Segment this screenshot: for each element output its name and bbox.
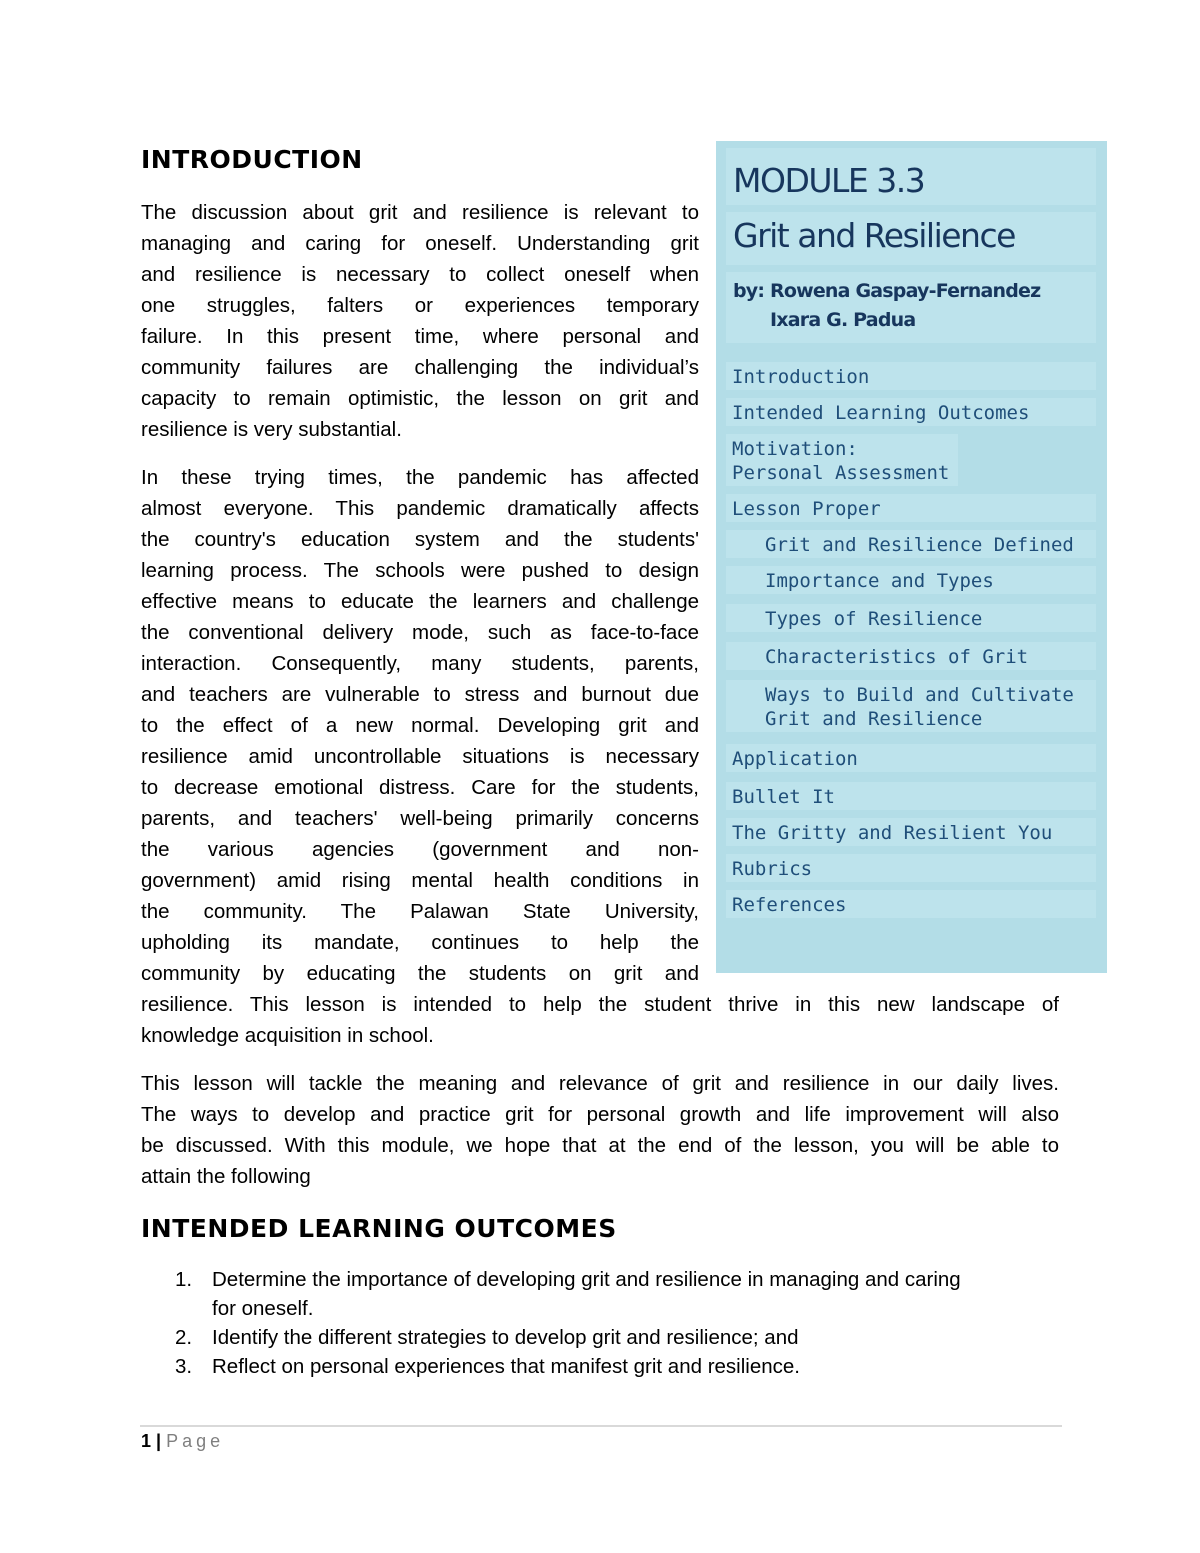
ilo-number: 3. — [175, 1355, 193, 1378]
text-line: be discussed. With this module, we hope that at the end of the lesson, you will be able to — [141, 1134, 1059, 1157]
text-line: knowledge acquisition in school. — [141, 1024, 434, 1047]
nav-introduction[interactable]: Introduction — [726, 362, 1096, 390]
ilo-text: Reflect on personal experiences that manifest grit and resilience. — [212, 1355, 800, 1378]
text-line: to decrease emotional distress. Care for the students, — [141, 776, 699, 799]
nav-gritty-resilient-you[interactable]: The Gritty and Resilient You — [726, 818, 1096, 846]
text-line: the conventional delivery mode, such as face-to-face — [141, 621, 699, 644]
text-line: The ways to develop and practice grit for personal growth and life improvement will also — [141, 1103, 1059, 1126]
text-line: effective means to educate the learners and challenge — [141, 590, 699, 613]
text-line: In these trying times, the pandemic has affected — [141, 466, 699, 489]
ilo-item — [175, 1352, 1065, 1381]
text-line: interaction. Consequently, many students, parents, — [141, 652, 699, 675]
nav-application[interactable]: Application — [726, 744, 1096, 772]
nav-characteristics-of-grit[interactable]: Characteristics of Grit — [726, 642, 1096, 670]
nav-rubrics[interactable]: Rubrics — [726, 854, 1096, 882]
page-number: 1 — [141, 1431, 152, 1451]
text-line: community by educating the students on grit and — [141, 962, 699, 985]
introduction-heading: INTRODUCTION — [141, 145, 363, 174]
text-line: government) amid rising mental health conditions in — [141, 869, 699, 892]
nav-bullet-it[interactable]: Bullet It — [726, 782, 1096, 810]
text-line: capacity to remain optimistic, the lesson on grit and — [141, 387, 699, 410]
text-line: This lesson will tackle the meaning and relevance of grit and resilience in our daily lives. — [141, 1072, 1059, 1095]
nav-references[interactable]: References — [726, 890, 1096, 918]
module-title: Grit and Resilience — [726, 212, 1096, 265]
nav-lesson-proper[interactable]: Lesson Proper — [726, 494, 1096, 522]
page-label: Page — [166, 1431, 225, 1451]
text-line: community failures are challenging the individual’s — [141, 356, 699, 379]
module-sidebar — [716, 141, 1107, 973]
intro-paragraph-1 — [141, 197, 699, 445]
page-footer — [141, 1431, 224, 1452]
ilo-number: 1. — [175, 1268, 193, 1291]
text-line: upholding its mandate, continues to help the — [141, 931, 699, 954]
ilo-text: Determine the importance of developing grit and resilience in managing and caring — [212, 1268, 961, 1291]
intro-paragraph-3 — [141, 1068, 1059, 1192]
ilo-text: Identify the different strategies to develop grit and resilience; and — [212, 1326, 799, 1349]
nav-types-of-resilience[interactable]: Types of Resilience — [726, 604, 1096, 632]
text-line: almost everyone. This pandemic dramatically affects — [141, 497, 699, 520]
text-line: the country's education system and the students' — [141, 528, 699, 551]
nav-ways-to-build[interactable]: Ways to Build and Cultivate Grit and Resilience — [726, 680, 1096, 732]
text-line: failure. In this present time, where personal and — [141, 325, 699, 348]
ilo-item — [175, 1323, 1065, 1352]
authors — [726, 272, 1096, 343]
text-line: and teachers are vulnerable to stress and burnout due — [141, 683, 699, 706]
text-line: The discussion about grit and resilience is relevant to — [141, 201, 699, 224]
author-2: Ixara G. Padua — [770, 309, 916, 331]
nav-importance-types[interactable]: Importance and Types — [726, 566, 1096, 594]
footer-divider — [140, 1425, 1062, 1427]
text-line: parents, and teachers' well-being primarily concerns — [141, 807, 699, 830]
ilo-number: 2. — [175, 1326, 193, 1349]
text-line: resilience is very substantial. — [141, 418, 402, 441]
text-line: the various agencies (government and non- — [141, 838, 699, 861]
ilo-text: for oneself. — [212, 1297, 314, 1320]
author-1: by: Rowena Gaspay-Fernandez — [733, 280, 1041, 302]
module-number: MODULE 3.3 — [726, 148, 1096, 205]
nav-grit-resilience-defined[interactable]: Grit and Resilience Defined — [726, 530, 1096, 558]
nav-motivation[interactable]: Motivation: Personal Assessment — [726, 434, 958, 486]
ilo-list — [175, 1265, 1065, 1381]
text-line: one struggles, falters or experiences temporary — [141, 294, 699, 317]
ilo-heading: INTENDED LEARNING OUTCOMES — [141, 1214, 617, 1243]
text-line: learning process. The schools were pushed to design — [141, 559, 699, 582]
text-line: and resilience is necessary to collect oneself when — [141, 263, 699, 286]
ilo-item — [175, 1265, 1065, 1294]
nav-intended-learning-outcomes[interactable]: Intended Learning Outcomes — [726, 398, 1096, 426]
text-line: the community. The Palawan State University, — [141, 900, 699, 923]
text-line: resilience amid uncontrollable situations is necessary — [141, 745, 699, 768]
text-line: managing and caring for oneself. Understanding grit — [141, 232, 699, 255]
text-line: to the effect of a new normal. Developing grit and — [141, 714, 699, 737]
footer-separator: | — [156, 1431, 162, 1451]
text-line: attain the following — [141, 1165, 311, 1188]
ilo-item-continuation — [175, 1294, 1065, 1323]
text-line: resilience. This lesson is intended to help the student thrive in this new landscape of — [141, 993, 1059, 1016]
